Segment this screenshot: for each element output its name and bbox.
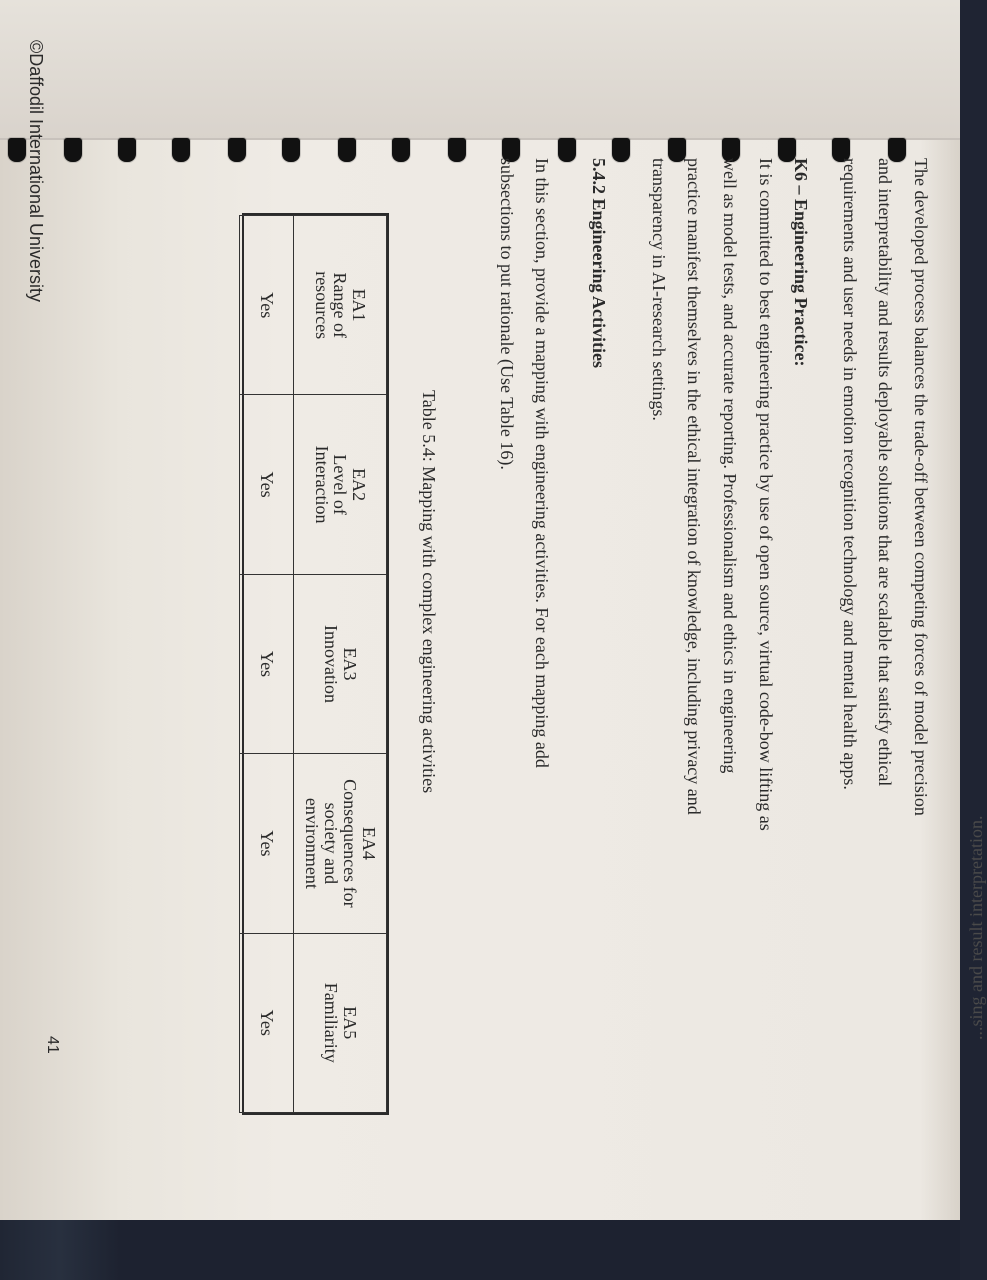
paragraph-2-line-3: practice manifest themselves in the ethical integration of knowledge, including privacy and bbox=[684, 158, 704, 815]
paragraph-2-line-2: well as model tests, and accurate reporting. Professionalism and ethics in engineering bbox=[720, 158, 740, 774]
header-ea4-line-1: EA4 bbox=[358, 826, 379, 860]
header-ea2-line-1: EA2 bbox=[349, 468, 370, 502]
mapping-table bbox=[239, 215, 387, 1113]
header-ea1-line-3: resources bbox=[311, 271, 332, 340]
header-ea2-line-3: Interaction bbox=[311, 445, 332, 524]
table-cell-ea3: Yes bbox=[240, 574, 294, 753]
table-cell-ea4: Yes bbox=[240, 754, 294, 933]
header-ea3-line-2: Innovation bbox=[321, 624, 341, 703]
section-title: 5.4.2 Engineering Activities bbox=[589, 158, 609, 368]
header-ea3 bbox=[294, 574, 387, 753]
header-ea5-line-2: Familiarity bbox=[321, 982, 341, 1063]
table-caption: Table 5.4: Mapping with complex engineering activities bbox=[419, 390, 439, 794]
header-ea5 bbox=[294, 933, 387, 1112]
header-ea4-line-2: Consequences for bbox=[339, 779, 360, 908]
header-ea1-line-2: Range of bbox=[330, 272, 351, 338]
table-header-row bbox=[294, 216, 387, 1113]
header-ea1 bbox=[294, 216, 387, 395]
paragraph-3-line-1: In this section, provide a mapping with engineering activities. For each mapping add bbox=[532, 158, 552, 768]
k6-heading: K6 – Engineering Practice: bbox=[791, 158, 811, 367]
table-cell-ea1: Yes bbox=[240, 216, 294, 395]
header-ea4-line-4: environment bbox=[302, 797, 323, 889]
paragraph-3-line-2: subsections to put rationale (Use Table 16). bbox=[497, 158, 517, 470]
header-ea5-line-1: EA5 bbox=[339, 1006, 360, 1040]
header-ea4-line-3: society and bbox=[321, 802, 341, 885]
paragraph-2-line-1: It is committed to best engineering practice by use of open source, virtual code-bow lifting as bbox=[756, 158, 776, 831]
header-ea3-line-1: EA3 bbox=[339, 647, 360, 681]
cut-top-text: ...sing and result interpretation. bbox=[966, 815, 986, 1040]
header-ea2 bbox=[294, 395, 387, 574]
paragraph-2-line-4: transparency in AI-research settings. bbox=[649, 158, 669, 421]
header-ea2-line-2: Level of bbox=[330, 454, 351, 515]
paragraph-1-line-2: and interpretability and results deployable solutions that are scalable that satisfy ethical bbox=[875, 158, 895, 787]
paragraph-1-line-3: requirements and user needs in emotion recognition technology and mental health apps. bbox=[840, 158, 860, 790]
footer-university: ©Daffodil International University bbox=[26, 40, 46, 303]
paragraph-1-line-1: The developed process balances the trade-off between competing forces of model precision bbox=[911, 158, 931, 816]
header-ea1-line-1: EA1 bbox=[349, 288, 370, 322]
header-ea4 bbox=[294, 754, 387, 933]
table-cell-ea2: Yes bbox=[240, 395, 294, 574]
table-row bbox=[240, 216, 294, 1113]
table-cell-ea5: Yes bbox=[240, 933, 294, 1112]
activities-table bbox=[242, 213, 389, 1115]
page-number: 41 bbox=[44, 1036, 61, 1054]
